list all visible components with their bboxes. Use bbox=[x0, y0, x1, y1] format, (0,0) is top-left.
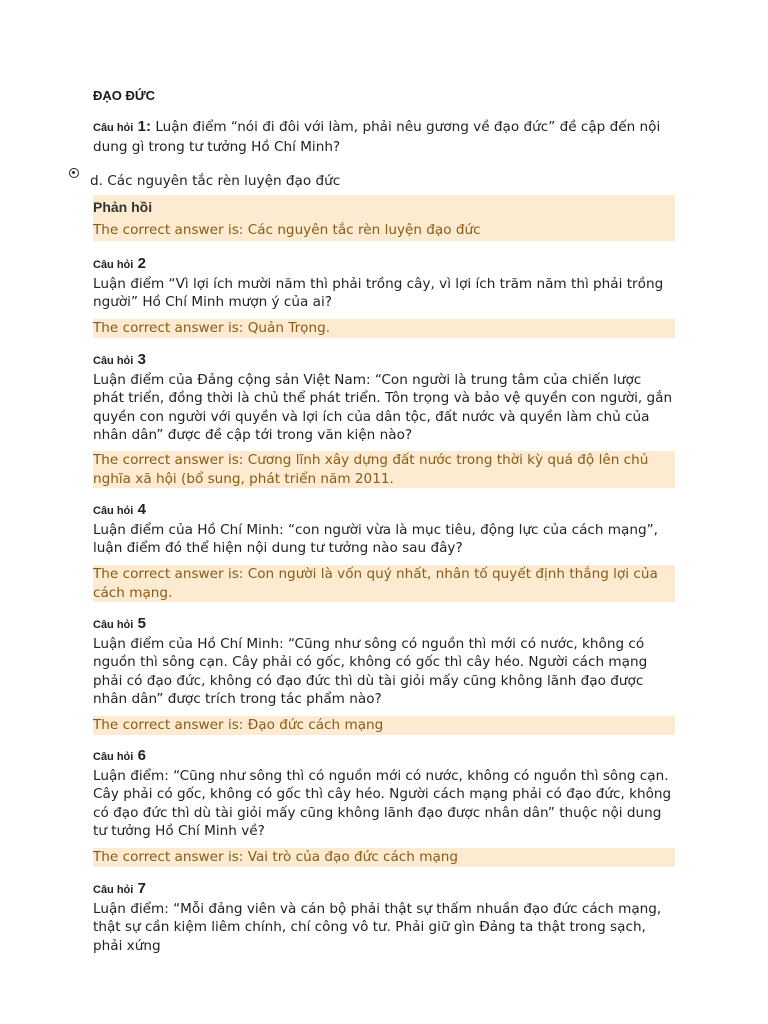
selected-option[interactable]: d. Các nguyên tắc rèn luyện đạo đức bbox=[90, 173, 341, 189]
question-body: Luận điểm của Hồ Chí Minh: “Cũng như sông có nguồn thì mới có nước, không có nguồn thì sông cạn. Cây phải có gốc, không có gốc thì cây héo. Người cách mạng phải có đạo đức, không có đạo đức thì dù tài giỏi mấy cũng không lãnh đạo được nhân dân” được trích trong tác phẩm nào? bbox=[93, 635, 648, 707]
question-label: Câu hỏi bbox=[93, 259, 134, 271]
question-2 bbox=[93, 255, 675, 312]
question-5 bbox=[93, 615, 675, 709]
question-number: 6 bbox=[137, 747, 147, 764]
question-6 bbox=[93, 747, 675, 841]
question-label: Câu hỏi bbox=[93, 619, 134, 631]
question-1 bbox=[93, 118, 675, 156]
question-7 bbox=[93, 880, 675, 954]
question-body: Luận điểm: “Cũng như sông thì có nguồn mới có nước, không có nguồn thì sông cạn. Cây phải có gốc, không có gốc thì cây héo. Người cách mạng phải có đạo đức, không có đạo đức thì dù tài giỏi mấy cũng không lãnh đạo được nhân dân” thuộc nội dung tư tưởng Hồ Chí Minh về? bbox=[93, 767, 672, 839]
question-body: Luận điểm của Đảng cộng sản Việt Nam: “Con người là trung tâm của chiến lược phát triển, đồng thời là chủ thể phát triển. Tôn trọng và bảo vệ quyền con người, gắn quyền con người với quyền và lợi ích của dân tộc, đất nước và quyền làm chủ của nhân dân” được đề cập tới trong văn kiện nào? bbox=[93, 371, 673, 443]
question-number: 4 bbox=[137, 501, 147, 518]
question-4 bbox=[93, 501, 675, 558]
question-label: Câu hỏi bbox=[93, 122, 134, 134]
question-number: 7 bbox=[137, 880, 147, 897]
correct-answer: The correct answer is: Các nguyên tắc rèn luyện đạo đức bbox=[93, 222, 481, 238]
question-label: Câu hỏi bbox=[93, 751, 134, 763]
question-number: 1: bbox=[137, 118, 152, 135]
question-number: 3 bbox=[137, 351, 147, 368]
correct-answer: The correct answer is: Vai trò của đạo đức cách mạng bbox=[93, 848, 675, 867]
correct-answer: The correct answer is: Con người là vốn quý nhất, nhân tố quyết định thắng lợi của cách mạng. bbox=[93, 565, 675, 602]
feedback-box bbox=[93, 195, 675, 241]
question-label: Câu hỏi bbox=[93, 884, 134, 896]
question-body: Luận điểm của Hồ Chí Minh: “con người vừa là mục tiêu, động lực của cách mạng”, luận điểm đó thể hiện nội dung tư tưởng nào sau đây? bbox=[93, 521, 658, 556]
question-label: Câu hỏi bbox=[93, 505, 134, 517]
correct-answer: The correct answer is: Quản Trọng. bbox=[93, 319, 675, 338]
question-body: Luận điểm: “Mỗi đảng viên và cán bộ phải thật sự thấm nhuần đạo đức cách mạng, thật sự cần kiệm liêm chính, chí công vô tư. Phải giữ gìn Đảng ta thật trong sạch, phải xứng bbox=[93, 900, 662, 954]
question-1-text bbox=[93, 118, 675, 156]
correct-answer: The correct answer is: Cương lĩnh xây dựng đất nước trong thời kỳ quá độ lên chủ nghĩa xã hội (bổ sung, phát triển năm 2011. bbox=[93, 451, 675, 488]
feedback-title: Phản hồi bbox=[93, 199, 153, 215]
correct-answer: The correct answer is: Đạo đức cách mạng bbox=[93, 716, 675, 735]
question-body: Luận điểm “nói đi đôi với làm, phải nêu gương về đạo đức” đề cập đến nội dung gì trong tư tưởng Hồ Chí Minh? bbox=[93, 119, 661, 155]
radio-selected-icon[interactable] bbox=[69, 168, 79, 178]
question-3 bbox=[93, 351, 675, 445]
page-title: ĐẠO ĐỨC bbox=[93, 88, 156, 103]
question-label: Câu hỏi bbox=[93, 355, 134, 367]
question-body: Luận điểm “Vì lợi ích mười năm thì phải trồng cây, vì lợi ích trăm năm thì phải trồng người” Hồ Chí Minh mượn ý của ai? bbox=[93, 275, 664, 310]
question-number: 2 bbox=[137, 255, 147, 272]
question-number: 5 bbox=[137, 615, 147, 632]
